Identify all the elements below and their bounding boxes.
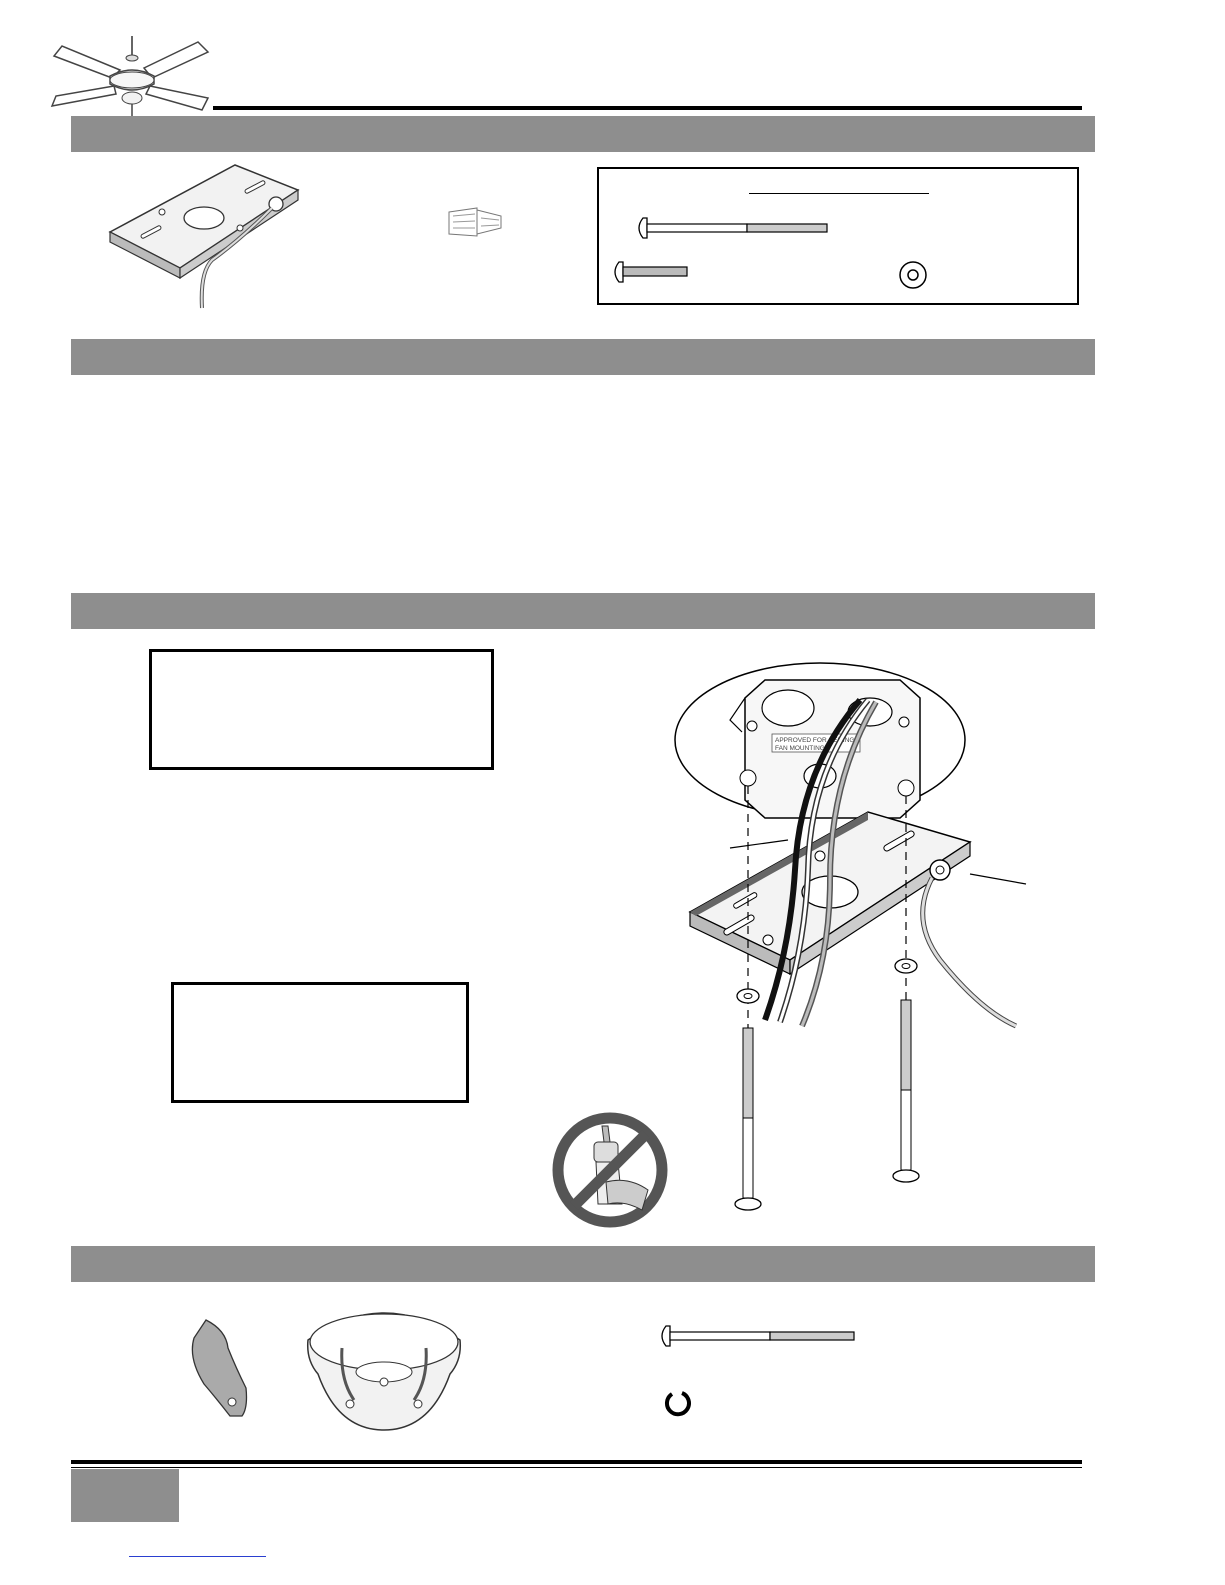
long-bolt-icon <box>635 217 835 239</box>
mounting-bolt-icon <box>658 1325 858 1347</box>
canopy-illustration <box>302 1300 466 1432</box>
footer-link-underline[interactable] <box>129 1556 266 1557</box>
hardware-box-title-rule <box>749 193 929 194</box>
parts-section-bar <box>71 116 1095 152</box>
footer-rule-thick <box>71 1460 1082 1464</box>
footer-rule-thin <box>71 1467 1082 1468</box>
mounting-bracket-illustration <box>100 160 310 310</box>
footer-page-block <box>71 1469 179 1522</box>
ceiling-fan-icon <box>50 36 220 116</box>
hardware-box-title <box>749 177 929 191</box>
hardware-box <box>597 167 1079 305</box>
canopy-section-bar <box>71 1246 1095 1282</box>
outlet-box-label-2: FAN MOUNTING <box>775 745 825 752</box>
short-screw-icon <box>611 261 691 283</box>
mounting-section-bar <box>71 593 1095 629</box>
header-rule <box>213 106 1082 110</box>
warning-box-2 <box>171 982 469 1103</box>
lock-washer-icon <box>664 1390 692 1418</box>
bracket-mounting-illustration <box>670 660 1050 1220</box>
wire-connector-illustration <box>447 206 503 238</box>
no-power-drill-icon <box>552 1112 668 1228</box>
warning-box-1 <box>149 649 494 770</box>
outlet-box-label-1: APPROVED FOR CEILING <box>775 737 855 744</box>
text-section-bar <box>71 339 1095 375</box>
washer-icon <box>898 260 928 290</box>
canopy-cover-illustration <box>186 1318 256 1418</box>
